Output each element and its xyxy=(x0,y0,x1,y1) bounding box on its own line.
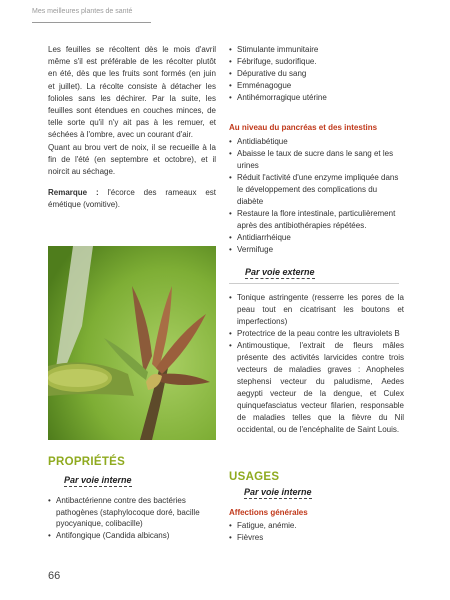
list-item: • Réduit l'activité d'une enzyme impliquée dans le développement des complications du diabète xyxy=(229,172,404,208)
harvest-text xyxy=(48,44,216,212)
properties-top-list xyxy=(229,44,404,104)
harvest-paragraph: Les feuilles se récoltent dès le mois d'avril même s'il est préférable de les récolter plutôt en été, dès que les fruits sont formés (en juin et juillet). La récolte consiste à détacher les folioles sans les déchirer. Par la suite, les feuilles sont étendues en couches minces, de telle sorte qu'il n'y ait pas à les remuer, et séchées à l'ombre, avec un courant d'air. xyxy=(48,45,216,140)
header-rule xyxy=(32,22,151,23)
list-item: • Antimoustique, l'extrait de fleurs mâles présente des activités larvicides contre trois vecteurs de maladies graves : Anopheles stephensi vecteur du paludisme, Aedes aegypti vecteur de la dengue, et Culex quinquefasciatus vecteur filarien, responsable de maladies telles que la fièvre du Nil occidental, ou de l'encéphalite de Saint Louis. xyxy=(229,340,404,436)
list-item: • Antibactérienne contre des bactéries pathogènes (staphylocoque doré, bacille pyocyanique, colibacille) xyxy=(48,495,218,530)
list-item: • Tonique astringente (resserre les pores de la peau tout en cicatrisant les boutons et imperfections) xyxy=(229,292,404,328)
list-item: • Antidiabétique xyxy=(229,136,404,148)
list-item: • Antidiarrhéique xyxy=(229,232,404,244)
walnut-bud-photo xyxy=(48,246,216,440)
list-item: • Protectrice de la peau contre les ultraviolets B xyxy=(229,328,404,340)
properties-title: PROPRIÉTÉS xyxy=(48,456,126,468)
list-item: • Fièvres xyxy=(229,532,297,544)
list-item: • Antihémorragique utérine xyxy=(229,92,404,104)
usages-internal-heading-text: Par voie interne xyxy=(244,487,312,497)
list-item: • Fatigue, anémie. xyxy=(229,520,297,532)
husk-paragraph: Quant au brou vert de noix, il se recueille à la fin de l'été (en septembre et octobre), et il noircit au séchage. xyxy=(48,142,216,177)
list-item: • Abaisse le taux de sucre dans le sang et les urines xyxy=(229,148,404,172)
list-item: • Vermifuge xyxy=(229,244,404,256)
remark-text: l'écorce des rameaux est émétique (vomitive). xyxy=(48,188,217,210)
running-header: Mes meilleures plantes de santé xyxy=(32,8,133,15)
properties-internal-list xyxy=(48,495,218,541)
list-item: • Dépurative du sang xyxy=(229,68,404,80)
list-item: • Emménagogue xyxy=(229,80,404,92)
list-item: • Restaure la flore intestinale, particulièrement après des antibiothérapies répétées. xyxy=(229,208,404,232)
page-number: 66 xyxy=(48,570,61,582)
list-item: • Stimulante immunitaire xyxy=(229,44,404,56)
list-item: • Fébrifuge, sudorifique. xyxy=(229,56,404,68)
pancreas-heading: Au niveau du pancréas et des intestins xyxy=(229,123,378,132)
walnut-bud-illustration xyxy=(48,246,216,440)
remark-paragraph xyxy=(48,187,216,211)
external-heading xyxy=(245,267,315,277)
general-affections-list xyxy=(229,520,297,544)
external-divider xyxy=(229,283,399,284)
general-affections-heading: Affections générales xyxy=(229,508,308,517)
remark-label: Remarque : xyxy=(48,188,99,198)
usages-title: USAGES xyxy=(229,471,280,483)
usages-internal-heading xyxy=(244,487,312,497)
external-heading-text: Par voie externe xyxy=(245,267,315,277)
properties-internal-heading-text: Par voie interne xyxy=(64,475,132,485)
list-item: • Antifongique (Candida albicans) xyxy=(48,530,218,542)
external-list xyxy=(229,292,404,436)
properties-internal-heading xyxy=(64,475,132,485)
pancreas-list xyxy=(229,136,404,256)
